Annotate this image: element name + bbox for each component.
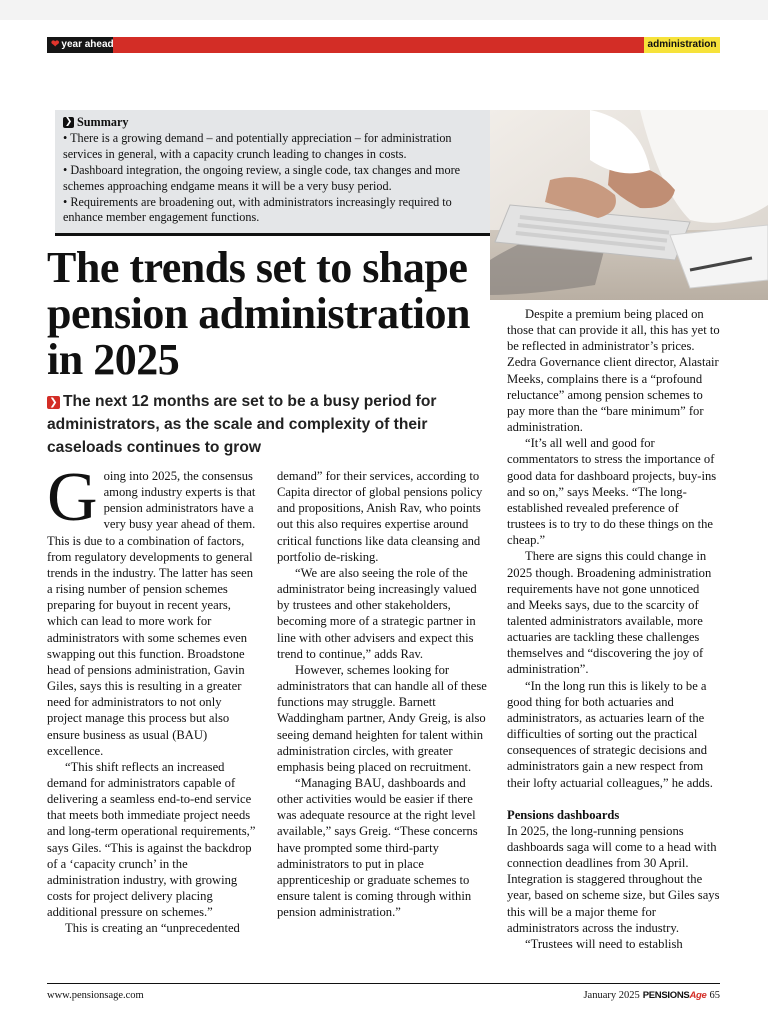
article-column-2 (277, 468, 487, 920)
footer-rule (47, 983, 720, 984)
summary-bullet: • There is a growing demand – and potentially appreciation – for administration services in general, with a capacity crunch leading to changes in costs. (63, 130, 452, 161)
paragraph: “Managing BAU, dashboards and other activities would be easier if there was adequate resource at the right level available,” says Greig. “These concerns have prompted some third-party administrators to put in place apprenticeship or graduate schemes to ensure talent is coming through within pension administration.” (277, 775, 478, 920)
heart-icon: ❤ (51, 39, 60, 50)
paragraph: There are signs this could change in 2025 though. Broadening administration requirements have not gone unnoticed and Meeks says, due to the scarcity of talented administrators available, more actuaries are tackling these challenges themselves and “discovering the joy of administration”. (507, 549, 712, 677)
footer-info (583, 990, 720, 1001)
drop-cap: G (47, 459, 98, 536)
paragraph: “This shift reflects an increased demand for administrators capable of delivering a seamless end-to-end service that meets both immediate project needs and long-term operational requirements,” says Giles. “This is against the backdrop of a ‘capacity crunch’ in the administration industry, with growing costs for project delivery placing additional pressure on schemes.” (47, 759, 256, 920)
summary-title: ❯ Summary (64, 115, 129, 129)
category-tag: administration (644, 37, 720, 53)
article-column-3 (507, 306, 720, 952)
issue-date: January 2025 (583, 990, 640, 1001)
section-bar (47, 37, 720, 53)
paragraph: This is creating an “unprecedented (65, 921, 240, 936)
paragraph: However, schemes looking for administrators that can handle all of these functions may struggle. Barnett Waddingham partner, Andy Greig, is also seeing demand heighten for talent within administration circles, with greater emphasis being placed on recruitment. (277, 662, 487, 774)
arrow-icon: ❯ (47, 396, 60, 409)
page-number: 65 (709, 990, 720, 1001)
subheading: Pensions dashboards (507, 807, 620, 822)
summary-box (55, 110, 490, 236)
paragraph: Despite a premium being placed on those that can provide it all, this has yet to be reflected in administrator’s prices. Zedra Governance client director, Alastair Meeks, complains there is a “profound reluctance” among pension schemes to pay more than the “bare minimum” for administration. (507, 307, 720, 435)
arrow-icon: ❯ (64, 117, 73, 128)
paragraph: “Trustees will need to establish (525, 936, 683, 951)
article-column-1 (47, 459, 259, 937)
paragraph: “It’s all well and good for commentators to stress the importance of good data for dashboard projects, buy-ins and so on,” says Meeks. “The long-established revealed preference of trustees is to try to do these things on the cheap.” (507, 436, 717, 548)
paragraph: In 2025, the long-running pensions dashboards saga will come to a head with connection deadlines from 30 April. Integration is staggered throughout the year, based on scheme size, but Giles says this will be a major theme for administrators across the industry. (507, 823, 720, 935)
keyboard-photo (490, 110, 768, 300)
standfirst: ❯ The next 12 months are set to be a busy period for administrators, as the scale and complexity of their caseloads continues to grow (47, 393, 437, 456)
headline: The trends set to shape pension administration in 2025 (47, 243, 470, 384)
top-strip (0, 0, 768, 20)
paragraph: “We are also seeing the role of the administrator being increasingly valued by trustees and other stakeholders, becoming more of a strategic partner in line with other advisers and expect this trend to continue,” adds Rav. (277, 565, 477, 661)
brand-logo: PENSIONSAge (642, 990, 707, 1001)
summary-bullet: • Requirements are broadening out, with administrators increasingly required to enhance member engagement functions. (63, 194, 452, 225)
summary-bullet: • Dashboard integration, the ongoing review, a single code, tax changes and more schemes approaching endgame means it will be a very busy period. (63, 162, 461, 193)
paragraph: demand” for their services, according to Capita director of global pensions policy and propositions, Anish Rav, who points out this also requires expertise around critical functions like data cleansing and portfolio de-risking. (277, 469, 483, 564)
footer-url: www.pensionsage.com (47, 990, 144, 1001)
section-label: ❤ year ahead (47, 37, 113, 53)
paragraph: Going into 2025, the consensus among industry experts is that pension administrators have a very busy year ahead of them. This is due to a combination of factors, from regulatory developments to general trends in the industry. The latter has seen a rising number of pension schemes preparing for buyout in recent years, which can lead to more work for administrators with some schemes even swapping out this function. Broadstone head of pensions administration, Gavin Giles, says this is resulting in a greater need for administrators to not only project manage this process but also ensure business as usual (BAU) excellence. (47, 459, 256, 758)
paragraph: “In the long run this is likely to be a good thing for both actuaries and administrators, as actuaries learn of the difficulties of sorting out the practical consequences of strategic decisions and administrators gain a new respect from their lofty actuarial colleagues,” he adds. (507, 678, 713, 790)
